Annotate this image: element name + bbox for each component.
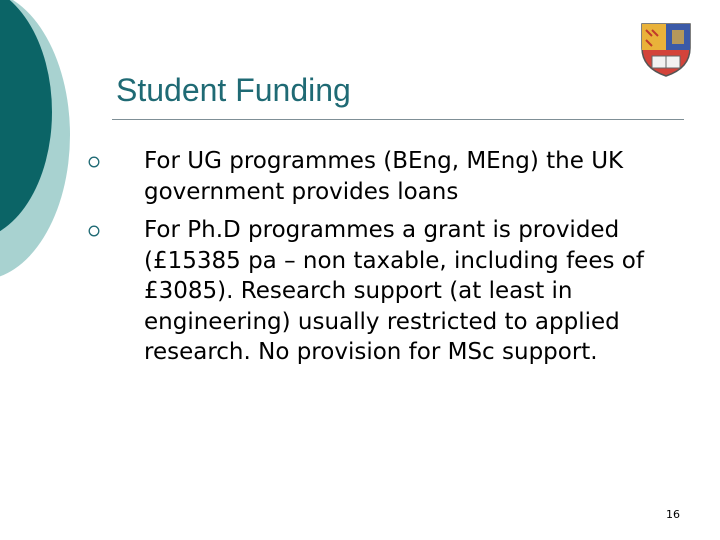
bullet-item-2 — [88, 215, 678, 368]
title-divider — [112, 119, 684, 120]
bullet-text-2: For Ph.D programmes a grant is provided (£15385 pa – non taxable, including fees of £3085). Research support (at least in engineering) usually restricted to applied research. No provision for MSc support. — [144, 217, 644, 365]
hollow-circle-bullet-icon — [88, 225, 100, 237]
slide-title: Student Funding — [116, 72, 351, 108]
bullet-list — [88, 146, 678, 376]
university-crest-logo — [640, 22, 692, 78]
bullet-item-1 — [88, 146, 678, 207]
page-number: 16 — [666, 508, 680, 521]
hollow-circle-bullet-icon — [88, 156, 100, 168]
bullet-text-1: For UG programmes (BEng, MEng) the UK government provides loans — [144, 148, 624, 205]
